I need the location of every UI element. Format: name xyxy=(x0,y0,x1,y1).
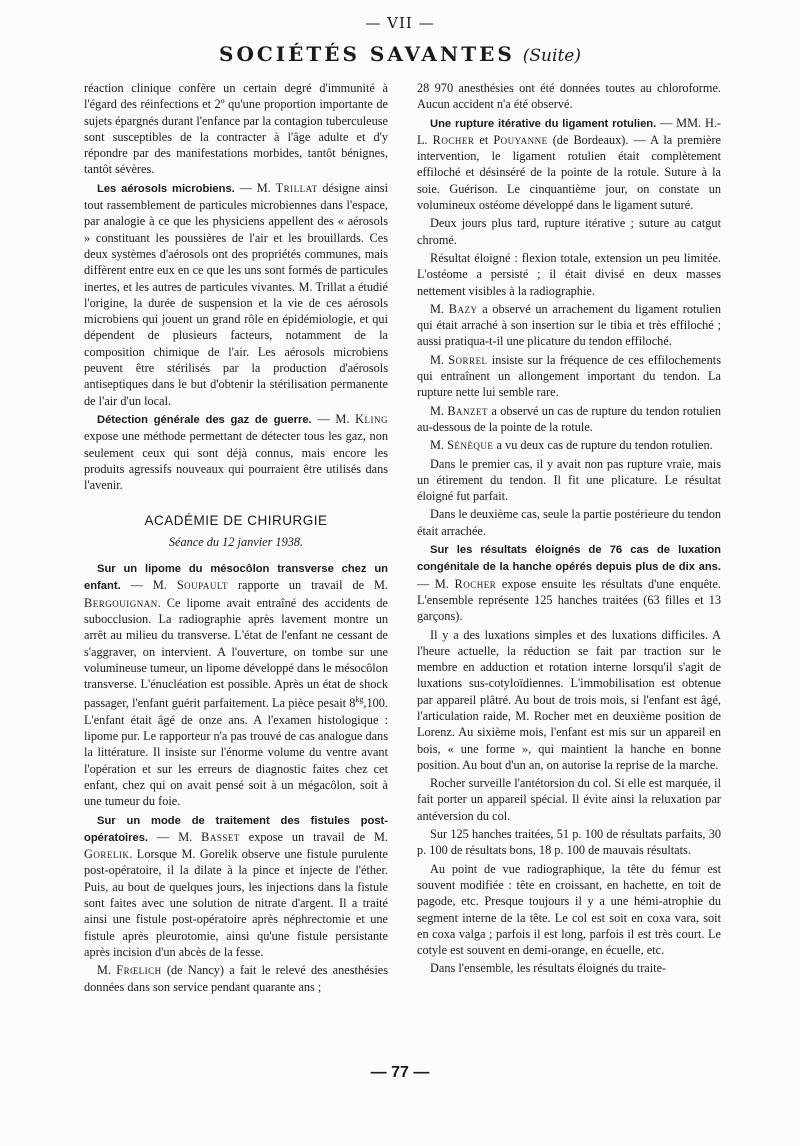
unit-kg: kg xyxy=(355,695,364,705)
article-gaz xyxy=(84,411,388,493)
running-title-suite: (Suite) xyxy=(522,46,581,66)
article-text: a vu deux cas de rupture du tendon rotulien. xyxy=(493,438,713,453)
seance-date: Séance du 12 janvier 1938. xyxy=(168,534,304,549)
paragraph: Rocher surveille l'antétorsion du col. Si elle est marquée, il fait porter un appareil spécial. Il évite ainsi la reluxation par antéversion du col. xyxy=(417,776,721,823)
author-name: Gorelik xyxy=(84,847,130,862)
dash: — M. xyxy=(120,578,177,593)
article-text: a observé un cas de rupture du tendon rotulien au-dessous de la pointe de la rotule. xyxy=(417,403,721,434)
left-column xyxy=(84,80,388,997)
article-text: . Ce lipome avait entraîné des accidents de subocclusion. La radiographie après lavement montre un arrêt au milieu du transverse. L'état de l'enfant ne cessant de s'aggraver, on intervient. A l'ouverture, on tombe sur une volumineuse tumeur, un lipome développé dans le mésocôlon transverse. L'énucléation est possible. Après un état de shock passager, l'enfant guérit parfaitement. La pièce pesait 8 xyxy=(84,595,388,711)
prefix: M. xyxy=(430,301,449,316)
paragraph-continuation: réaction clinique confère un certain degré d'immunité à l'égard des réinfections et 2º qu'une proportion importante de sujets épargnés durant l'enfance par la contagion tuberculeuse sont susceptibles de la contracter à l'âge adulte et d'y répondre par des manifestations morbides, tantôt bénignes, tantôt sévères. xyxy=(84,81,388,177)
author-name: Sénèque xyxy=(447,438,494,453)
prefix: M. xyxy=(430,352,449,367)
article-froelich xyxy=(84,962,388,995)
dash: — M. xyxy=(148,829,202,844)
paragraph: Dans le premier cas, il y avait non pas rupture vraie, mais un étirement du tendon. Il fit une plicature. Le résultat éloigné fut parfait. xyxy=(417,456,721,504)
article-text: expose une méthode permettant de détecter tous les gaz, non seulement ceux qui sont déjà connus, mais encore les produits agressifs nouveaux qui pourraient être utilisés dans l'avenir. xyxy=(84,429,388,493)
paragraph-banzet xyxy=(417,403,721,436)
paragraph: Deux jours plus tard, rupture itérative ; suture au catgut chromé. xyxy=(417,216,721,247)
author-name: Rocher xyxy=(454,576,497,591)
paragraph-continuation: 28 970 anesthésies ont été données toutes au chloroforme. Aucun accident n'a été observé. xyxy=(417,81,721,112)
author-name: Banzet xyxy=(447,403,489,418)
dash: — MM. H.-L. xyxy=(417,115,721,147)
article-fistule xyxy=(84,812,388,961)
author-name: Pouyanne xyxy=(493,132,548,147)
article-text: expose un travail de M. xyxy=(239,829,388,844)
conjunction: et xyxy=(474,132,494,147)
paragraph-seneque xyxy=(417,437,721,453)
article-rupture xyxy=(417,115,721,214)
article-text: désigne ainsi tout rassemblement de particules microbiennes dans l'espace, par analogie à ce que les physiciens appellent des « aérosols » constituant les poussières de l'air et les brouillards. Ces deux systèmes d'aérosols ont des propriétés communes, mais diffèrent entre eux en ce que les uns sont formés de particules inertes, et les autres de particules vivantes. M. Trillat a étudié l'origine, la durée de suspension et la vie de ces aérosols microbiens qui jouent un grand rôle en épidémiologie, et qui dépendent de plusieurs facteurs, notamment de la composition chimique de l'air. Les aérosols microbiens peuvent être stérilisés par la production d'aérosols antiseptiques dans le but d'obtenir la stérilisation permanente de l'air d'un local. xyxy=(84,180,389,408)
article-text: (de Bordeaux). — A la première intervention, le ligament rotulien était complètement effiloché et désinséré de la pointe de la rotule. Suture à la soie. Guérison. Le cinquantième jour, on constate un volumineux ostéome développé dans le ligament suturé. xyxy=(417,132,721,213)
article-text: a observé un arrachement du ligament rotulien qui était arraché à son insertion sur le tibia et très effiloché ; aussi pratiqua-t-il une plicature du tendon effiloché. xyxy=(417,301,721,349)
article-title-fistule: Sur un mode de traitement des fistules post-opératoires. xyxy=(84,814,388,844)
article-title-lipome: Sur un lipome du mésocôlon transverse chez un enfant. xyxy=(84,563,388,593)
article-aerosols xyxy=(84,180,388,409)
paragraph: Dans l'ensemble, les résultats éloignés du traite- xyxy=(430,961,667,976)
paragraph: Dans le deuxième cas, seule la partie postérieure du tendon était arrachée. xyxy=(417,507,721,538)
author-name: Frœlich xyxy=(116,963,162,978)
article-text: expose ensuite les résultats d'une enquête. L'ensemble représente 125 hanches traitées (63 filles et 13 garçons). xyxy=(417,576,721,624)
author-name: Basset xyxy=(201,829,240,844)
author-name: Trillat xyxy=(275,180,318,195)
roman-folio: — VII — xyxy=(365,14,435,32)
dash: — M. xyxy=(311,411,356,426)
paragraph: Au point de vue radiographique, la tête du fémur est souvent modifiée : tête en croissant, en hachette, en toit de pagode, etc. Presque toujours il y a une hémi-atrophie du segment interne de la tête. Le col est soit en coxa vara, soit en coxa valga ; parfois il est long, parfois il est très court. Le cotyle est souvent en demi-orange, en écuelle, etc. xyxy=(417,861,721,958)
paragraph: Sur 125 hanches traitées, 51 p. 100 de résultats parfaits, 30 p. 100 de résultats bons, 18 p. 100 de mauvais résultats. xyxy=(417,827,721,858)
dash: — M. xyxy=(234,180,276,195)
prefix: M. xyxy=(97,963,117,978)
dash: — M. xyxy=(417,576,455,591)
prefix: M. xyxy=(430,403,448,418)
article-title-aerosols: Les aérosols microbiens. xyxy=(97,182,235,195)
author-name: Bazy xyxy=(448,301,478,316)
page-number: — 77 — xyxy=(370,1064,430,1081)
article-text: . Lorsque M. Gorelik observe une fistule purulente post-opératoire, il la dilate à la pince et injecte de l'éther. Puis, au bout de quelques jours, les injections dans la fistule sont faites avec une solution de nitrate d'argent. Il a traité ainsi une fistule post-opératoire après néphrectomie et une fistule après pleurotomie, ainsi qu'une fistule persistante après incision d'un abcès de la fesse. xyxy=(84,847,388,959)
author-name: Rocher xyxy=(432,132,475,147)
article-text: insiste sur la fréquence de ces effilochements qui entraînent un allongement important du tendon. La rupture nette lui semble rare. xyxy=(417,352,721,400)
paragraph: Résultat éloigné : flexion totale, extension un peu limitée. L'ostéome a persisté ; il était divisé en deux masses nettement visibles à la radiographie. xyxy=(417,250,721,298)
article-title-gaz: Détection générale des gaz de guerre. xyxy=(97,413,312,426)
prefix: M. xyxy=(430,438,448,453)
author-name: Soupault xyxy=(176,578,228,593)
article-title-luxation: Sur les résultats éloignés de 76 cas de luxation congénitale de la hanche opérés depuis plus de dix ans. xyxy=(417,544,721,574)
article-text: rapporte un travail de M. xyxy=(228,578,388,593)
article-title-rupture: Une rupture itérative du ligament rotulien. xyxy=(430,117,657,130)
running-title xyxy=(0,42,800,66)
paragraph-bazy xyxy=(417,301,721,350)
author-name: Sorrel xyxy=(448,352,488,367)
author-name: Bergouignan xyxy=(84,595,158,610)
paragraph-sorrel xyxy=(417,352,721,401)
section-title-academie: ACADÉMIE DE CHIRURGIE xyxy=(144,513,328,529)
article-text: (de Nancy) a fait le relevé des anesthésies données dans son service pendant quarante ans ; xyxy=(84,963,388,994)
article-text: ,100. L'enfant était âgé de onze ans. A l'examen histologique : lipome pur. Le rapporteur n'a pas trouvé de cas analogue dans la littérature. Il insiste sur l'énorme volume du ventre avant l'opération et sur les erreurs de diagnostic faites chez cet enfant, chez qui on avait pensé soit à un mégacôlon, soit à une tumeur du foie. xyxy=(84,696,388,809)
article-lipome xyxy=(84,560,388,810)
article-luxation xyxy=(417,541,721,624)
paragraph: Il y a des luxations simples et des luxations difficiles. A l'heure actuelle, la réduction se fait par traction sur le membre en adduction et rotation interne lorsqu'il s'agit de luxations sus-cotyloïdiennes. L'immobilisation est obtenue par appareil plâtré. Au bout de trois mois, si l'enfant est âgé, l'articulation raide, M. Rocher met en deuxième position de Lorenz. Au sixième mois, l'enfant est mis sur un appareil en bois, « une forme », qui maintient la hanche en bonne position. Au bout d'un an, on autorise la reprise de la marche. xyxy=(417,627,721,772)
author-name: Kling xyxy=(355,411,388,426)
right-column xyxy=(417,80,721,979)
running-title-text: SOCIÉTÉS SAVANTES xyxy=(219,42,515,66)
